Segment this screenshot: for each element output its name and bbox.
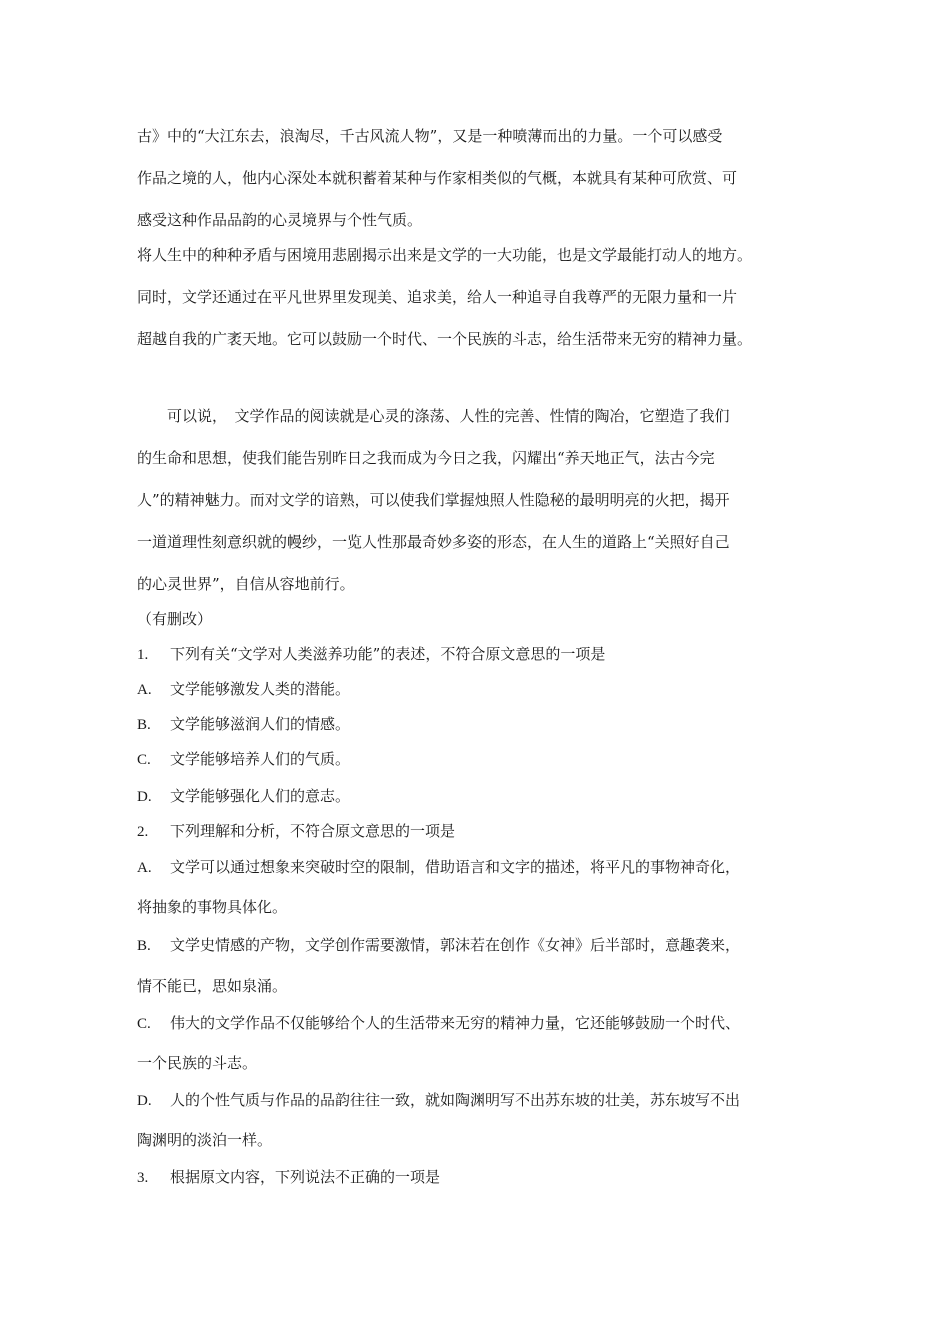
option-text-continued: 陶渊明的淡泊一样。: [137, 1131, 273, 1149]
option-label: A.: [137, 860, 152, 876]
passage-line: 的生命和思想，使我们能告别昨日之我而成为今日之我，闪耀出“养天地正气，法古今完: [137, 449, 715, 467]
passage-line: 可以说， 文学作品的阅读就是心灵的涤荡、人性的完善、性情的陶冶，它塑造了我们: [167, 407, 730, 425]
passage-line: 感受这种作品品韵的心灵境界与个性气质。: [137, 211, 423, 229]
option-label: B.: [137, 717, 151, 733]
question-number: 2.: [137, 824, 149, 840]
passage-line: 超越自我的广袤天地。它可以鼓励一个时代、一个民族的斗志，给生活带来无穷的精神力量。: [137, 330, 753, 348]
option-text: 文学能够强化人们的意志。: [170, 787, 351, 805]
passage-line: 古》中的“大江东去，浪淘尽，千古风流人物”，又是一种喷薄而出的力量。一个可以感受: [137, 127, 723, 145]
option-text: 文学能够激发人类的潜能。: [170, 680, 351, 698]
option-text-continued: 将抽象的事物具体化。: [137, 898, 288, 916]
question-stem: [137, 644, 605, 665]
option-text: 文学能够培养人们的气质。: [170, 750, 351, 768]
option-d: [137, 786, 350, 807]
option-label: D.: [137, 1093, 152, 1109]
option-c: [137, 1013, 740, 1034]
question-number: 3.: [137, 1170, 149, 1186]
option-text: 文学可以通过想象来突破时空的限制，借助语言和文字的描述，将平凡的事物神奇化，: [170, 858, 741, 876]
question-text: 根据原文内容，下列说法不正确的一项是: [170, 1168, 441, 1186]
option-a: [137, 679, 350, 700]
option-text-continued: 一个民族的斗志。: [137, 1054, 258, 1072]
passage-line: 同时，文学还通过在平凡世界里发现美、追求美，给人一种追寻自我尊严的无限力量和一片: [137, 288, 738, 306]
passage-line: 人”的精神魅力。而对文学的谙熟，可以使我们掌握烛照人性隐秘的最明明亮的火把，揭开: [137, 491, 730, 509]
question-stem: [137, 1167, 440, 1188]
passage-line: 的心灵世界”，自信从容地前行。: [137, 575, 355, 593]
option-c: [137, 749, 350, 770]
option-a: [137, 857, 740, 878]
option-label: B.: [137, 938, 151, 954]
question-stem: [137, 821, 455, 842]
passage-line: 将人生中的种种矛盾与困境用悲剧揭示出来是文学的一大功能，也是文学最能打动人的地方。: [137, 246, 753, 264]
option-label: A.: [137, 682, 152, 698]
source-note: （有删改）: [137, 610, 213, 628]
option-label: D.: [137, 789, 152, 805]
option-text: 文学能够滋润人们的情感。: [170, 715, 351, 733]
option-text-continued: 情不能已，思如泉涌。: [137, 977, 288, 995]
option-label: C.: [137, 1016, 151, 1032]
question-text: 下列理解和分析，不符合原文意思的一项是: [170, 822, 456, 840]
question-number: 1.: [137, 647, 149, 663]
question-text: 下列有关“文学对人类滋养功能”的表述，不符合原文意思的一项是: [170, 645, 606, 663]
option-b: [137, 935, 740, 956]
option-d: [137, 1090, 740, 1111]
option-label: C.: [137, 752, 151, 768]
option-text: 伟大的文学作品不仅能够给个人的生活带来无穷的精神力量，它还能够鼓励一个时代、: [170, 1014, 741, 1032]
option-b: [137, 714, 350, 735]
passage-line: 作品之境的人，他内心深处本就积蓄着某种与作家相类似的气概，本就具有某种可欣赏、可: [137, 169, 738, 187]
option-text: 文学史情感的产物，文学创作需要激情，郭沫若在创作《女神》后半部时，意趣袭来，: [170, 936, 741, 954]
passage-line: 一道道理性刻意织就的幔纱，一览人性那最奇妙多姿的形态，在人生的道路上“关照好自己: [137, 533, 730, 551]
option-text: 人的个性气质与作品的品韵往往一致，就如陶渊明写不出苏东坡的壮美，苏东坡写不出: [170, 1091, 741, 1109]
